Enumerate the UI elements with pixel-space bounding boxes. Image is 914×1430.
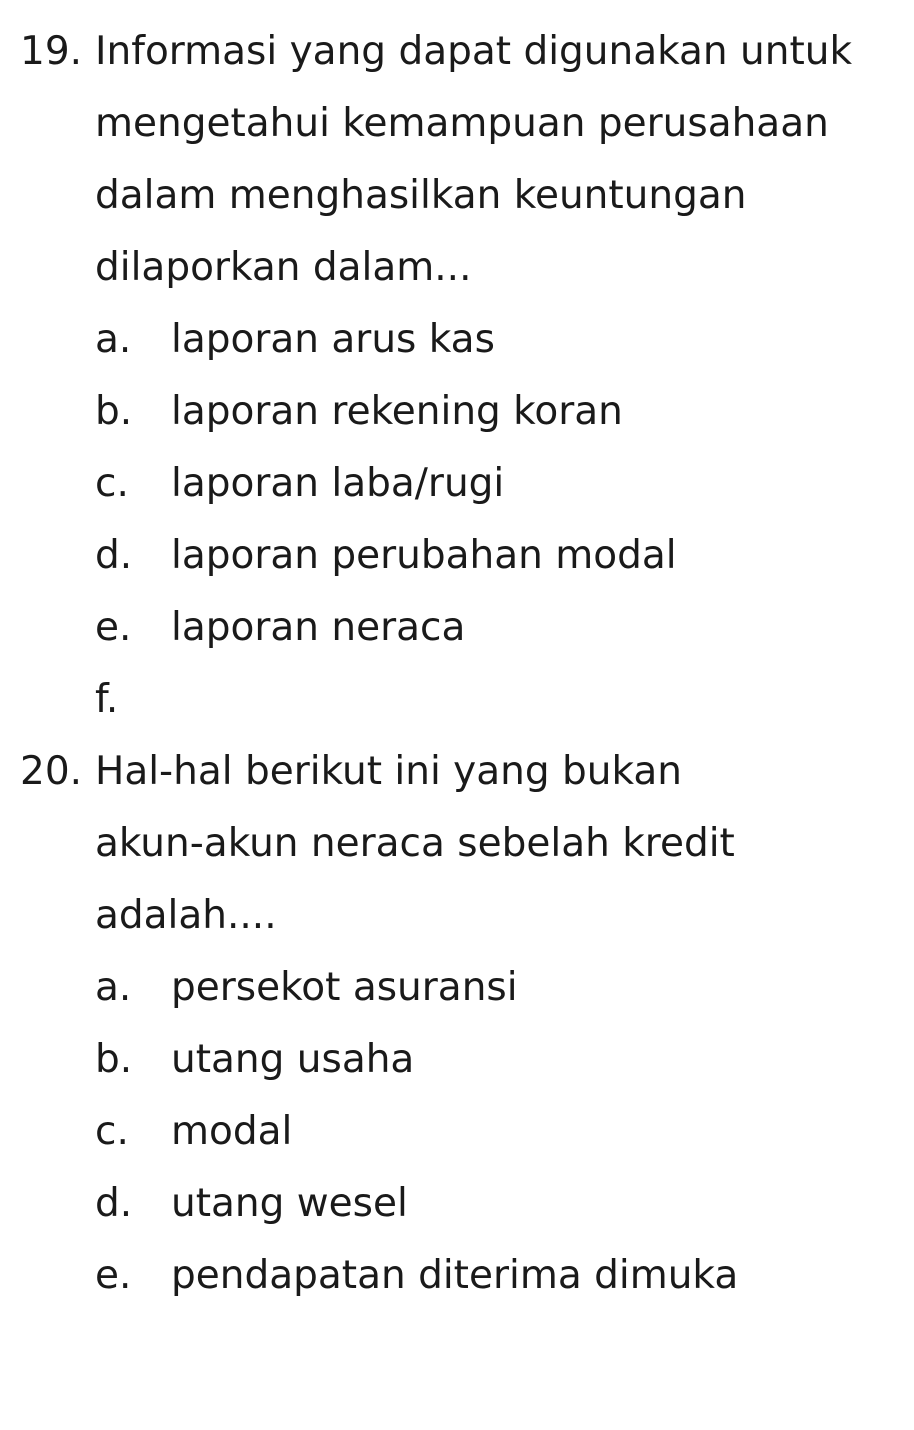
question-text-line: Hal-hal berikut ini yang bukan (95, 749, 683, 794)
option-text: modal (171, 1109, 293, 1154)
option-text: persekot asuransi (171, 965, 518, 1010)
option-text: laporan rekening koran (171, 389, 623, 434)
option-text: utang wesel (171, 1181, 408, 1226)
question-text-line: mengetahui kemampuan perusahaan (95, 101, 829, 146)
question-text-line: adalah.... (95, 893, 277, 938)
question-text-line: Informasi yang dapat digunakan untuk (95, 29, 853, 74)
option-letter: c. (95, 461, 129, 506)
option-letter: d. (95, 1181, 133, 1226)
question-number: 20. (20, 749, 83, 794)
option-text: laporan neraca (171, 605, 466, 650)
option-text: utang usaha (171, 1037, 415, 1082)
option-text: pendapatan diterima dimuka (171, 1253, 739, 1298)
option-letter: e. (95, 1253, 132, 1298)
question-number: 19. (20, 29, 83, 74)
option-letter: c. (95, 1109, 129, 1154)
question-text-line: dilaporkan dalam... (95, 245, 472, 290)
option-letter: a. (95, 965, 132, 1010)
option-text: laporan laba/rugi (171, 461, 505, 506)
option-letter: b. (95, 389, 133, 434)
option-letter: d. (95, 533, 133, 578)
question-text-line: akun-akun neraca sebelah kredit (95, 821, 735, 866)
option-letter: b. (95, 1037, 133, 1082)
option-letter: f. (95, 677, 119, 722)
question-text-line: dalam menghasilkan keuntungan (95, 173, 747, 218)
option-text: laporan perubahan modal (171, 533, 677, 578)
option-text: laporan arus kas (171, 317, 495, 362)
option-letter: e. (95, 605, 132, 650)
option-letter: a. (95, 317, 132, 362)
